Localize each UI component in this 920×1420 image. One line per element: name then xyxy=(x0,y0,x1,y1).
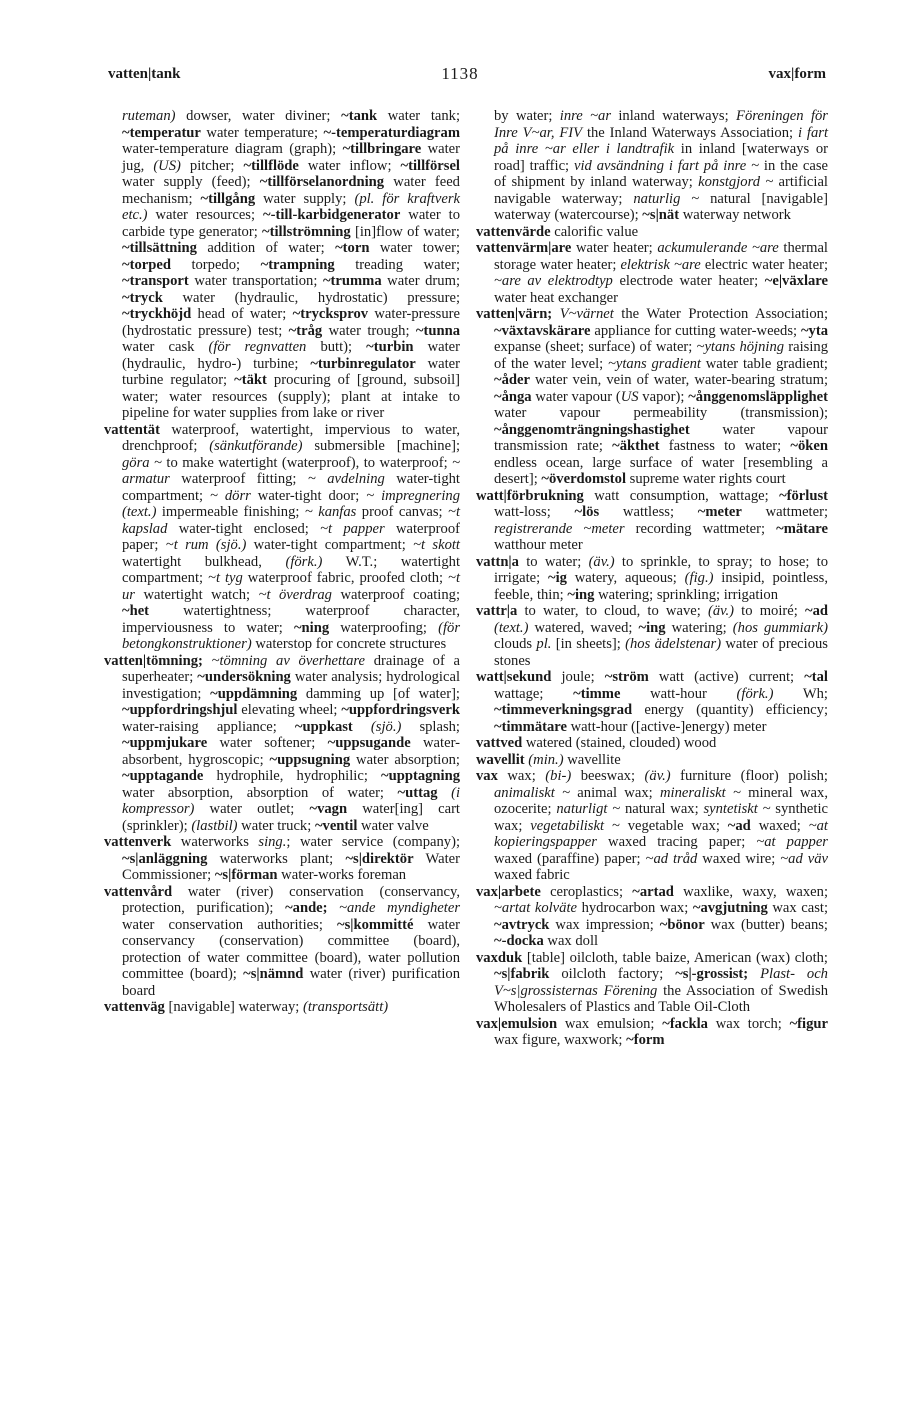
dictionary-entry: vattenverk waterworks sing.; water service (company); ~s|anläggning waterworks plant; ~s|direktör Water Commissioner; ~s|förman water-works foreman xyxy=(104,834,461,883)
page-number: 1138 xyxy=(441,64,479,83)
right-column xyxy=(476,108,828,1049)
dictionary-entry: vatten|värn; V~värnet the Water Protection Association; ~växtavskärare appliance for cutting water-weeds; ~yta expanse (sheet; surface) of water; ~ytans höjning raising of the water level; ~ytans gradient water table gradient; ~åder water vein, vein of water, water-bearing stratum; ~ånga water vapour (US vapor); ~ånggenomsläpplighet water vapour permeability (transmission); ~ånggenomträngningshastighet water vapour transmission rate; ~äkthet fastness to water; ~öken endless ocean, large surface of water [resembling a desert]; ~överdomstol supreme water rights court xyxy=(476,306,828,487)
dictionary-entry: vattved watered (stained, clouded) wood xyxy=(476,735,717,751)
dictionary-entry: wavellit (min.) wavellite xyxy=(476,751,621,768)
left-guide-word: vatten|tank xyxy=(108,66,181,82)
dictionary-entry: vattentät waterproof, watertight, impervious to water, drenchproof; (sänkutförande) submersible [machine]; göra ~ to make watertight (waterproof), to waterproof; ~ armatur waterproof fitting; ~ avdelning water-tight compartment; ~ dörr water-tight door; ~ impregnering (text.) impermeable finishing; ~ kanfas proof canvas; ~t kapslad water-tight enclosed; ~t papper waterproof paper; ~t rum (sjö.) water-tight compartment; ~t skott watertight bulkhead, (förk.) W.T.; watertight compartment; ~t tyg waterproof fabric, proofed cloth; ~t ur watertight watch; ~t överdrag waterproof coating; ~het watertightness; waterproof character, imperviousness to water; ~ning waterproofing; (för betongkonstruktioner) waterstop for concrete structures xyxy=(104,421,461,652)
dictionary-entry: ruteman) dowser, water diviner; ~tank water tank; ~temperatur water temperature; ~-temperaturdiagram water-temperature diagram (graph); ~tillbringare water jug, (US) pitcher; ~tillflöde water inflow; ~tillförsel water supply (feed); ~tillförselanordning water feed mechanism; ~tillgång water supply; (pl. för kraftverk etc.) water resources; ~-till-karbidgenerator water to carbide type generator; ~tillströmning [in]flow of water; ~tillsättning addition of water; ~torn water tower; ~torped torpedo; ~trampning treading water; ~transport water transportation; ~trumma water drum; ~tryck water (hydraulic, hydrostatic) pressure; ~tryckhöjd head of water; ~trycksprov water-pressure (hydrostatic pressure) test; ~tråg water trough; ~tunna water cask (för regnvatten butt); ~turbin water (hydraulic, hydro-) turbine; ~turbinregulator water turbine regulator; ~täkt procuring of [ground, subsoil] water; water resources (supply); plant at intake to pipeline for water supplies from lake or river xyxy=(122,108,461,421)
dictionary-entry: vax wax; (bi-) beeswax; (äv.) furniture (floor) polish; animaliskt ~ animal wax; mineraliskt ~ mineral wax, ozocerite; naturligt ~ natural wax; syntetiskt ~ synthetic wax; vegetabiliskt ~ vegetable wax; ~ad waxed; ~at kopieringspapper waxed tracing paper; ~at papper waxed (paraffine) paper; ~ad tråd waxed wire; ~ad väv waxed fabric xyxy=(476,768,828,883)
dictionary-entry: vax|emulsion wax emulsion; ~fackla wax torch; ~figur wax figure, waxwork; ~form xyxy=(476,1015,828,1048)
right-guide-word: vax|form xyxy=(768,66,826,82)
dictionary-entry: vattn|a to water; (äv.) to sprinkle, to spray; to hose; to irrigate; ~ig watery, aqueous; (fig.) insipid, pointless, feeble, thin; ~ing watering; sprinkling; irrigation xyxy=(476,553,828,603)
dictionary-entry: vattr|a to water, to cloud, to wave; (äv.) to moiré; ~ad (text.) watered, waved; ~ing watering; (hos gummiark) clouds pl. [in sheets]; (hos ädelstenar) water of precious stones xyxy=(476,603,828,669)
dictionary-entry: vax|arbete ceroplastics; ~artad waxlike, waxy, waxen; ~artat kolväte hydrocarbon wax; ~avgjutning wax cast; ~avtryck wax impression; ~bönor wax (butter) beans; ~-docka wax doll xyxy=(476,883,828,949)
dictionary-entry: watt|sekund joule; ~ström watt (active) current; ~tal wattage; ~timme watt-hour (förk.) Wh; ~timmeverkningsgrad energy (quantity) efficiency; ~timmätare watt-hour ([active-]energy) meter xyxy=(476,669,828,735)
dictionary-entry: vattenvärm|are water heater; ackumulerande ~are thermal storage water heater; elektrisk ~are electric water heater; ~are av elektrodtyp electrode water heater; ~e|växlare water heat exchanger xyxy=(476,240,828,306)
dictionary-entry: vatten|tömning; ~tömning av överhettare drainage of a superheater; ~undersökning water analysis; hydrological investigation; ~uppdämning damming up [of water]; ~uppfordringshjul elevating wheel; ~uppfordringsverk water-raising appliance; ~uppkast (sjö.) splash; ~uppmjukare water softener; ~uppsugande water-absorbent, hygroscopic; ~uppsugning water absorption; ~upptagande hydrophile, hydrophilic; ~upptagning water absorption, absorption of water; ~uttag (i kompressor) water outlet; ~vagn water[ing] cart (sprinkler); (lastbil) water truck; ~ventil water valve xyxy=(104,652,460,834)
dictionary-entry: vattenvärde calorific value xyxy=(476,223,639,240)
left-column xyxy=(104,108,460,1016)
dictionary-entry: watt|förbrukning watt consumption, wattage; ~förlust watt-loss; ~lös wattless; ~meter wattmeter; registrerande ~meter recording wattmeter; ~mätare watthour meter xyxy=(476,487,828,553)
dictionary-entry: vattenvård water (river) conservation (conservancy, protection, purification); ~ande; ~ande myndigheter water conservation authorities; ~s|kommitté water conservancy (conservation) committee (board), protection of water committee (board), water pollution committee (board); ~s|nämnd water (river) purification board xyxy=(104,883,460,999)
dictionary-entry: vaxduk [table] oilcloth, table baize, American (wax) cloth; ~s|fabrik oilcloth factory; ~s|-grossist; Plast- och V~s|grossisternas Förening the Association of Swedish Wholesalers of Plastics and Table Oil-Cloth xyxy=(476,949,828,1015)
dictionary-entry: vattenväg [navigable] waterway; (transportsätt) xyxy=(104,999,389,1015)
dictionary-entry: by water; inre ~ar inland waterways; Föreningen för Inre V~ar, FIV the Inland Waterways Association; i fart på inre ~ar eller i landtrafik in inland [waterways or road] traffic; vid avsändning i fart på inre ~ in the case of shipment by inland waterway; konstgjord ~ artificial navigable waterway; naturlig ~ natural [navigable] waterway (watercourse); ~s|nät waterway network xyxy=(494,108,828,223)
